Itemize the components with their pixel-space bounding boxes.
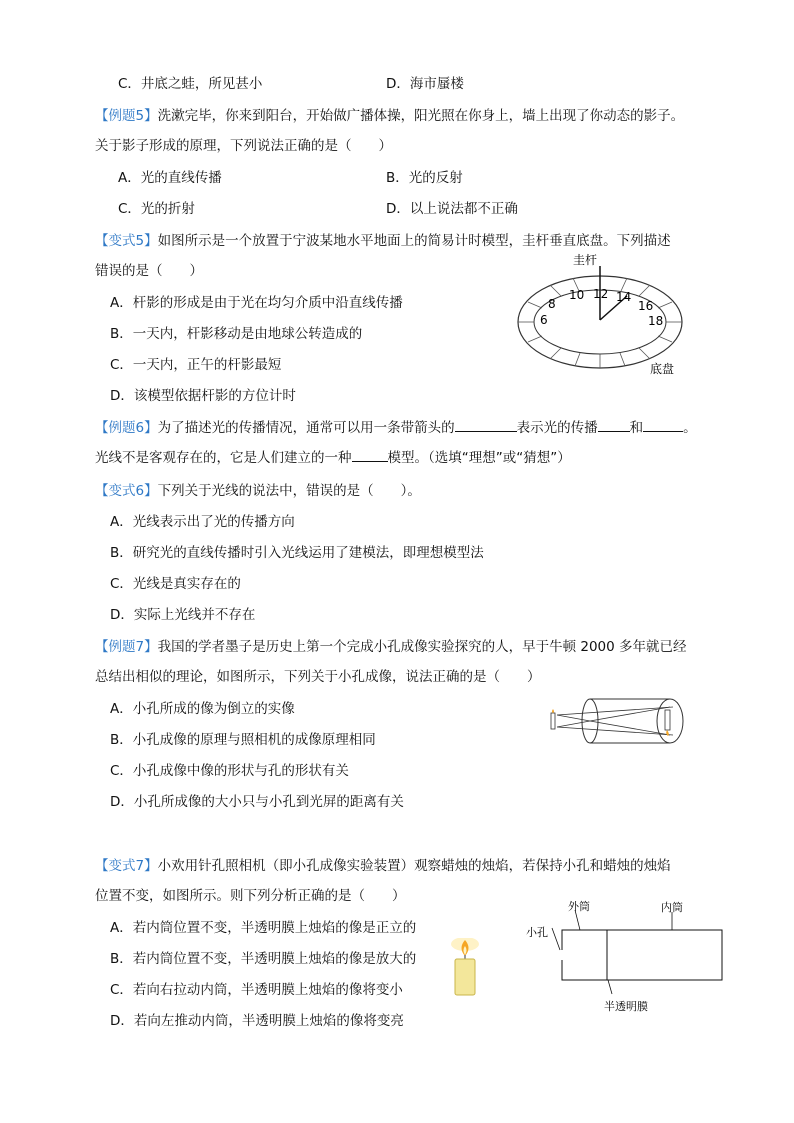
hour-mark: 12 bbox=[593, 287, 609, 301]
variant-7-option-c: C．若向右拉动内筒，半透明膜上烛焰的像将变小 bbox=[110, 982, 403, 998]
example-5-tag: 【例题5】 bbox=[95, 108, 158, 124]
answer-blank[interactable] bbox=[643, 419, 683, 432]
variant-7-option-a: A．若内筒位置不变，半透明膜上烛焰的像是正立的 bbox=[110, 920, 417, 936]
q4-option-c: C．井底之蛙，所见甚小 bbox=[118, 76, 263, 92]
flame-icon bbox=[552, 709, 554, 713]
hour-mark: 14 bbox=[616, 290, 632, 304]
variant-5-option-a: A．杆影的形成是由于光在均匀介质中沿直线传播 bbox=[110, 295, 403, 311]
example-7-stem: 【例题7】我国的学者墨子是历史上第一个完成小孔成像实验探究的人，早于牛顿 2000 多年就已经 bbox=[95, 639, 687, 655]
variant-7-option-b: B．若内筒位置不变，半透明膜上烛焰的像是放大的 bbox=[110, 951, 417, 967]
example-5-option-b: B．光的反射 bbox=[386, 170, 463, 186]
variant-7-tag: 【变式7】 bbox=[95, 858, 158, 874]
variant-5-option-b: B．一天内，杆影移动是由地球公转造成的 bbox=[110, 326, 363, 342]
variant-7-stem: 【变式7】小欢用针孔照相机（即小孔成像实验装置）观察蜡烛的烛焰，若保持小孔和蜡烛的烛焰 bbox=[95, 858, 671, 874]
candle-object bbox=[551, 713, 555, 729]
hour-mark: 8 bbox=[548, 297, 556, 311]
variant-7-stem-2: 位置不变，如图所示。则下列分析正确的是（ ） bbox=[95, 888, 406, 904]
example-5-option-a: A．光的直线传播 bbox=[118, 170, 222, 186]
example-6-tag: 【例题6】 bbox=[95, 420, 158, 436]
example-7-option-b: B．小孔成像的原理与照相机的成像原理相同 bbox=[110, 732, 376, 748]
hour-mark: 6 bbox=[540, 313, 548, 327]
pinhole-camera-figure bbox=[520, 898, 730, 1020]
inner-tube-label: 内筒 bbox=[661, 901, 683, 914]
sundial-figure bbox=[515, 252, 695, 380]
variant-6-option-c: C．光线是真实存在的 bbox=[110, 576, 241, 592]
film-label: 半透明膜 bbox=[604, 1000, 648, 1013]
variant-5-stem-2: 错误的是（ ） bbox=[95, 263, 203, 279]
example-6-stem: 【例题6】为了描述光的传播情况，通常可以用一条带箭头的 表示光的传播 和 。 bbox=[95, 420, 697, 436]
variant-6-stem: 【变式6】下列关于光线的说法中，错误的是（ ）。 bbox=[95, 483, 421, 499]
q4-option-d: D．海市蜃楼 bbox=[386, 76, 464, 92]
example-5-option-c: C．光的折射 bbox=[118, 201, 195, 217]
variant-6-option-a: A．光线表示出了光的传播方向 bbox=[110, 514, 295, 530]
pinhole-figure bbox=[545, 693, 690, 751]
pinhole-label: 小孔 bbox=[526, 926, 548, 939]
example-7-tag: 【例题7】 bbox=[95, 639, 158, 655]
answer-blank[interactable] bbox=[352, 449, 388, 462]
variant-6-option-b: B．研究光的直线传播时引入光线运用了建模法，即理想模型法 bbox=[110, 545, 484, 561]
example-7-option-a: A．小孔所成的像为倒立的实像 bbox=[110, 701, 295, 717]
example-5-option-d: D．以上说法都不正确 bbox=[386, 201, 518, 217]
example-6-stem-2: 光线不是客观存在的，它是人们建立的一种 模型。（选填“理想”或“猜想”） bbox=[95, 450, 571, 466]
answer-blank[interactable] bbox=[455, 419, 517, 432]
candle-image bbox=[665, 710, 670, 730]
variant-5-option-d: D．该模型依据杆影的方位计时 bbox=[110, 388, 296, 404]
variant-6-tag: 【变式6】 bbox=[95, 483, 158, 499]
candle-figure bbox=[450, 938, 482, 998]
variant-5-option-c: C．一天内，正午的杆影最短 bbox=[110, 357, 282, 373]
example-7-stem-2: 总结出相似的理论，如图所示，下列关于小孔成像，说法正确的是（ ） bbox=[95, 669, 541, 685]
hour-mark: 10 bbox=[569, 288, 585, 302]
base-label: 底盘 bbox=[650, 362, 675, 376]
example-7-option-d: D．小孔所成像的大小只与小孔到光屏的距离有关 bbox=[110, 794, 404, 810]
variant-5-stem: 【变式5】如图所示是一个放置于宁波某地水平地面上的简易计时模型，圭杆垂直底盘。下列描述 bbox=[95, 233, 671, 249]
hour-mark: 18 bbox=[648, 314, 664, 328]
variant-5-tag: 【变式5】 bbox=[95, 233, 158, 249]
variant-7-option-d: D．若向左推动内筒，半透明膜上烛焰的像将变亮 bbox=[110, 1013, 404, 1029]
variant-6-option-d: D．实际上光线并不存在 bbox=[110, 607, 256, 623]
pole-label: 圭杆 bbox=[573, 253, 598, 267]
hour-mark: 16 bbox=[638, 299, 654, 313]
example-5-stem: 【例题5】洗漱完毕，你来到阳台，开始做广播体操，阳光照在你身上，墙上出现了你动态的影子。 bbox=[95, 108, 685, 124]
answer-blank[interactable] bbox=[598, 419, 630, 432]
example-7-option-c: C．小孔成像中像的形状与孔的形状有关 bbox=[110, 763, 349, 779]
example-5-stem-2: 关于影子形成的原理，下列说法正确的是（ ） bbox=[95, 138, 392, 154]
outer-tube-label: 外筒 bbox=[568, 900, 590, 913]
